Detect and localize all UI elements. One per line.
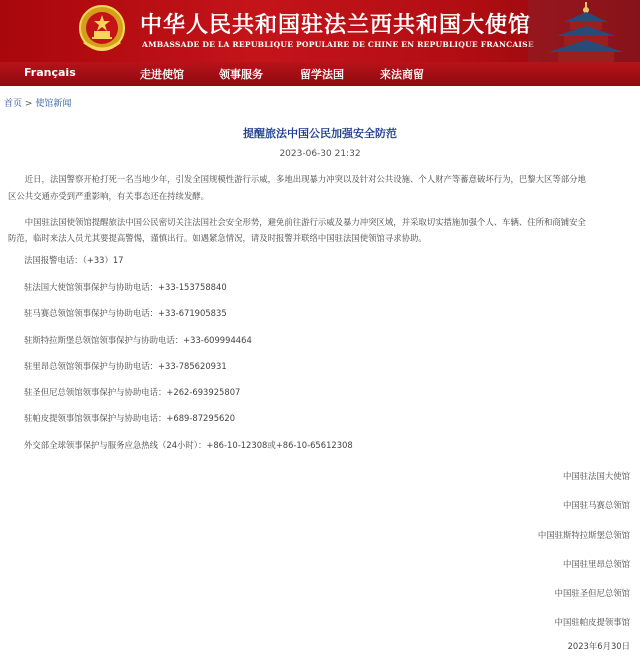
paragraph-2-line-2: 防范，临时来法人员尤其要提高警惕，谨慎出行。如遇紧急情况，请及时报警并联络中国驻法国使领馆寻求协助。 xyxy=(8,233,427,243)
nav-item-francais[interactable]: Français xyxy=(24,66,76,79)
nav-item-about-embassy[interactable]: 走进使馆 xyxy=(140,68,184,81)
signature-date: 2023年6月30日 xyxy=(567,641,630,651)
breadcrumb-section-link[interactable]: 使馆新闻 xyxy=(35,99,72,109)
article-paragraph-2 xyxy=(8,214,633,231)
contact-line: 驻圣但尼总领馆领事保护与协助电话：+262-693925807 xyxy=(24,387,241,397)
main-nav xyxy=(0,62,640,86)
embassy-title-french: AMBASSADE DE LA REPUBLIQUE POPULAIRE DE CHINE EN REPUBLIQUE FRANCAISE xyxy=(142,40,534,49)
breadcrumb-separator: > xyxy=(24,99,33,109)
paragraph-1-line-1: 近日，法国警察开枪打死一名当地少年，引发全国规模性游行示威，多地出现暴力冲突以及针对公共设施、个人财产等蓄意破坏行为，巴黎大区等部分地 xyxy=(24,174,586,184)
contact-line: 外交部全球领事保护与服务应急热线（24小时）：+86-10-12308或+86-10-65612308 xyxy=(24,440,353,450)
signature-line: 中国驻帕皮提领事馆 xyxy=(554,617,630,627)
breadcrumb xyxy=(4,96,71,109)
article-paragraph-1 xyxy=(8,171,633,188)
article-date: 2023-06-30 21:32 xyxy=(279,149,361,159)
article-title: 提醒旅法中国公民加强安全防范 xyxy=(243,127,397,140)
signature-line: 中国驻斯特拉斯堡总领馆 xyxy=(537,530,630,540)
embassy-title-chinese: 中华人民共和国驻法兰西共和国大使馆 xyxy=(140,12,532,38)
breadcrumb-home-link[interactable]: 首页 xyxy=(4,99,23,109)
paragraph-2-line-1: 中国驻法国使领馆提醒旅法中国公民密切关注法国社会安全形势，避免前往游行示威及暴力冲突区域，并采取切实措施加强个人、车辆、住所和商铺安全 xyxy=(24,217,586,227)
contact-line: 法国报警电话：（+33）17 xyxy=(24,255,124,265)
signature-line: 中国驻里昂总领馆 xyxy=(563,559,630,569)
nav-item-business[interactable]: 来法商留 xyxy=(380,68,424,81)
national-emblem-icon xyxy=(78,4,126,56)
header-banner xyxy=(0,0,640,62)
signature-line: 中国驻圣但尼总领馆 xyxy=(554,588,630,598)
contact-line: 驻里昂总领馆领事保护与协助电话：+33-785620931 xyxy=(24,361,227,371)
temple-of-heaven-icon xyxy=(528,0,640,62)
nav-item-study-in-france[interactable]: 留学法国 xyxy=(300,68,344,81)
contact-line: 驻马赛总领馆领事保护与协助电话：+33-671905835 xyxy=(24,308,227,318)
article-paragraph-2-cont xyxy=(8,230,633,247)
nav-item-consular-services[interactable]: 领事服务 xyxy=(219,68,263,81)
contact-line: 驻法国大使馆领事保护与协助电话：+33-153758840 xyxy=(24,282,227,292)
article-paragraph-1-cont xyxy=(8,188,633,205)
contact-line: 驻帕皮提领事馆领事保护与协助电话：+689-87295620 xyxy=(24,413,236,423)
signature-line: 中国驻法国大使馆 xyxy=(563,471,630,481)
contact-line: 驻斯特拉斯堡总领馆领事保护与协助电话：+33-609994464 xyxy=(24,335,252,345)
paragraph-1-line-2: 区公共交通亦受到严重影响，有关事态还在持续发酵。 xyxy=(8,191,209,201)
signature-line: 中国驻马赛总领馆 xyxy=(563,500,630,510)
